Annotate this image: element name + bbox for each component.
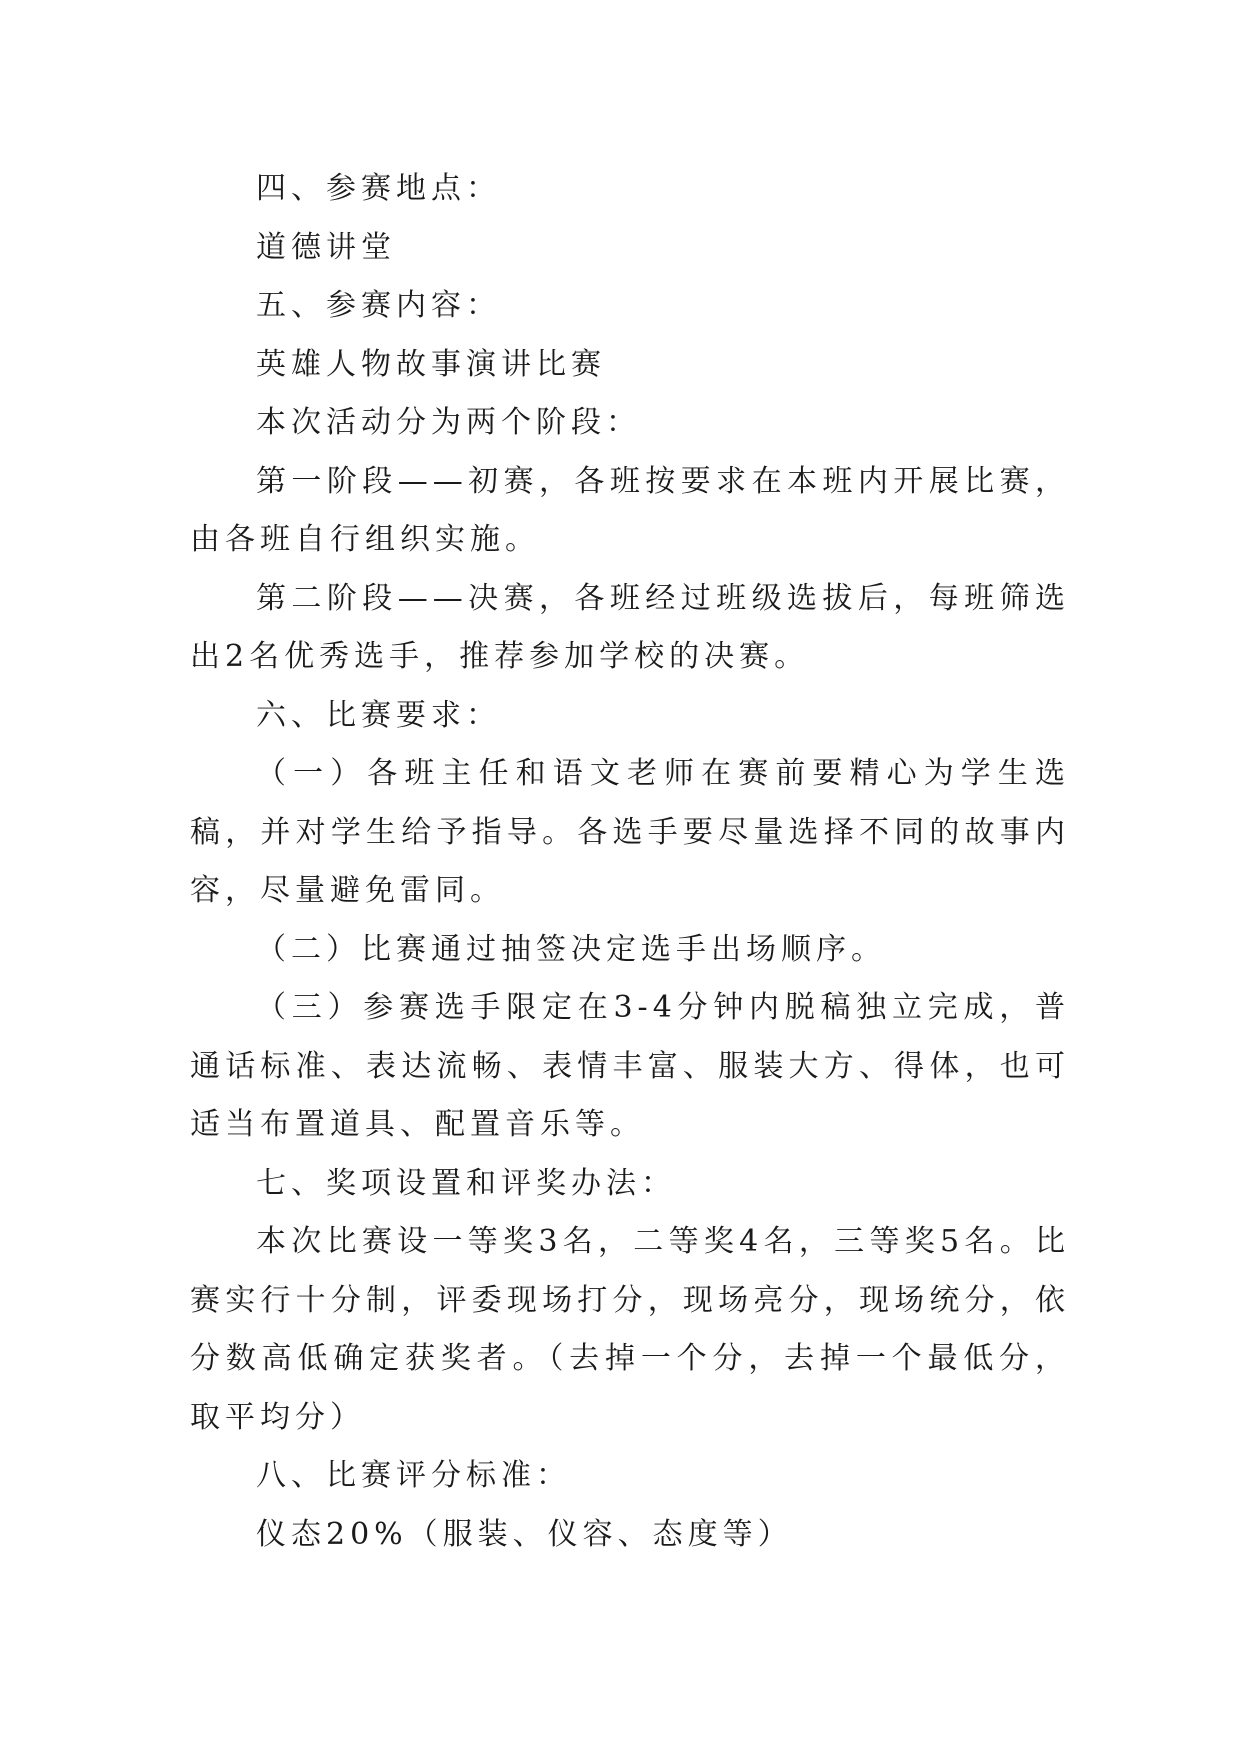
section-heading-requirements: 六、比赛要求：: [256, 697, 501, 733]
paragraph-stage-one: 第一阶段——初赛，各班按要求在本班内开展比赛，由各班自行组织实施。: [190, 463, 1070, 557]
section-heading-content: 五、参赛内容：: [256, 288, 501, 323]
document-body: [190, 160, 1070, 1564]
paragraph-awards: 本次比赛设一等奖3名，二等奖4名，三等奖5名。比赛实行十分制，评委现场打分，现场亮分，现场统分，依分数高低确定获奖者。（去掉一个分，去掉一个最低分，取平均分）: [190, 1224, 1070, 1435]
paragraph-requirement-three: （三）参赛选手限定在3-4分钟内脱稿独立完成，普通话标准、表达流畅、表情丰富、服装大方、得体，也可适当布置道具、配置音乐等。: [190, 990, 1070, 1142]
paragraph-stage-two: 第二阶段——决赛，各班经过班级选拔后，每班筛选出2名优秀选手，推荐参加学校的决赛。: [190, 580, 1070, 674]
section-heading-scoring: 八、比赛评分标准：: [256, 1458, 571, 1493]
paragraph-requirement-one: （一）各班主任和语文老师在赛前要精心为学生选稿，并对学生给予指导。各选手要尽量选择不同的故事内容，尽量避免雷同。: [190, 756, 1070, 908]
paragraph-venue: 道德讲堂: [256, 229, 396, 265]
paragraph-scoring-demeanor: 仪态20%（服装、仪容、态度等）: [256, 1516, 793, 1552]
section-heading-venue: 四、参赛地点：: [256, 171, 501, 206]
paragraph-requirement-two: （二）比赛通过抽签决定选手出场顺序。: [256, 931, 886, 967]
paragraph-content: 英雄人物故事演讲比赛: [256, 346, 606, 382]
paragraph-stages: 本次活动分为两个阶段：: [256, 405, 641, 440]
section-heading-awards: 七、奖项设置和评奖办法：: [256, 1165, 676, 1201]
